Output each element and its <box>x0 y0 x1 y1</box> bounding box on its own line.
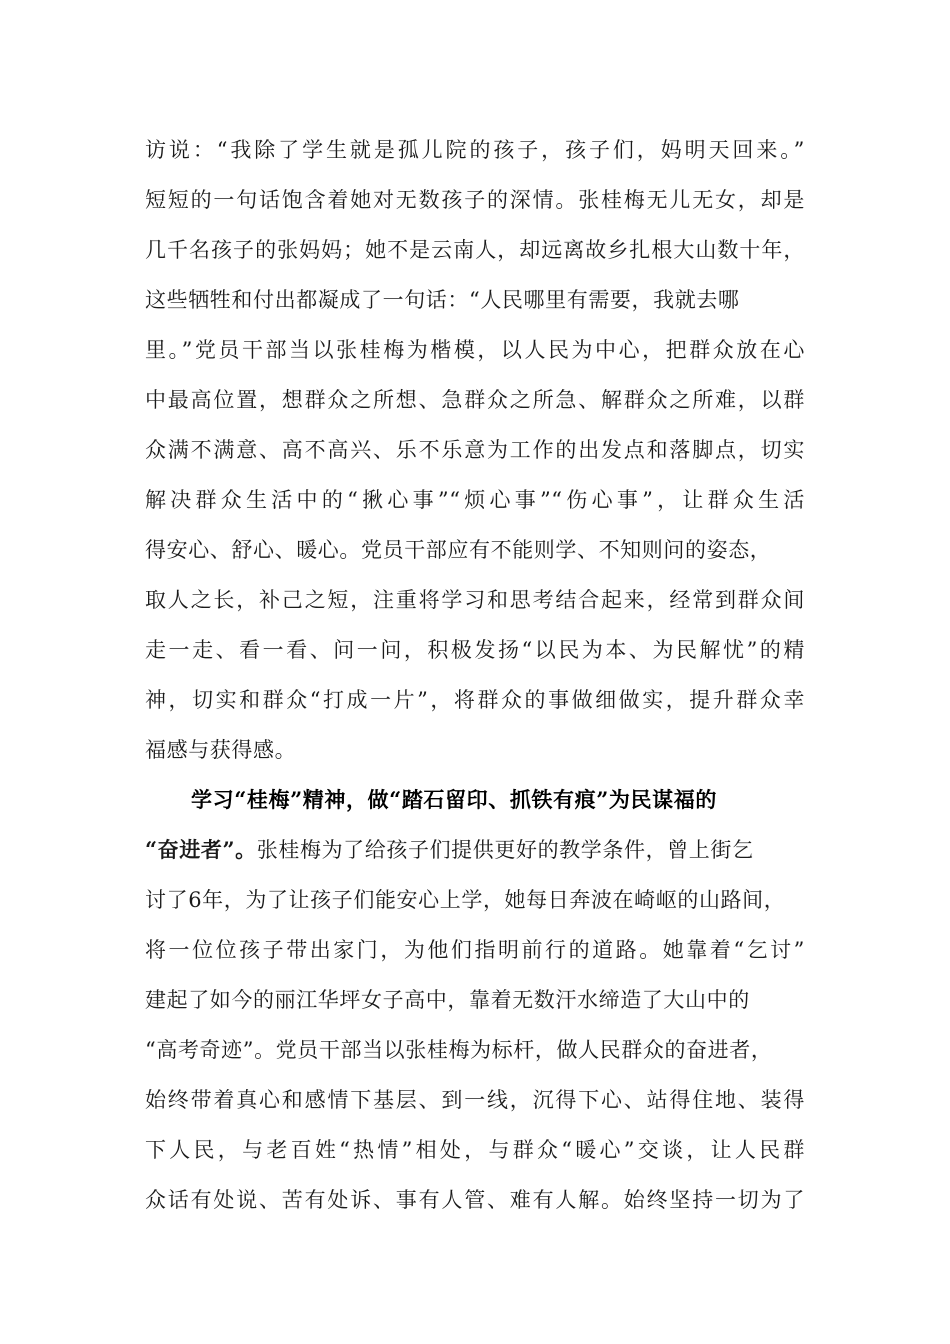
text-line: 短短的一句话饱含着她对无数孩子的深情。张桂梅无儿无女，却是 <box>145 188 805 212</box>
text-line: 里。”党员干部当以张桂梅为楷模，以人民为中心，把群众放在心 <box>145 338 805 362</box>
text-line: 取人之长，补己之短，注重将学习和思考结合起来，经常到群众间 <box>145 588 805 612</box>
text-line: 神，切实和群众“打成一片”，将群众的事做细做实，提升群众幸 <box>145 688 805 712</box>
body-text <box>145 125 805 1225</box>
text-line: 始终带着真心和感情下基层、到一线，沉得下心、站得住地、装得 <box>145 1088 805 1112</box>
text-line: 福感与获得感。 <box>145 738 297 762</box>
text-line: 将一位位孩子带出家门，为他们指明前行的道路。她靠着“乞讨” <box>145 938 805 962</box>
text-line: “高考奇迹”。党员干部当以张桂梅为标杆，做人民群众的奋进者， <box>145 1038 773 1062</box>
section-heading-continuation: “奋进者”。 <box>145 837 257 862</box>
text-line: 这些牺牲和付出都凝成了一句话：“人民哪里有需要，我就去哪 <box>145 288 740 312</box>
text-line: 得安心、舒心、暖心。党员干部应有不能则学、不知则问的姿态， <box>145 538 772 562</box>
section-heading: 学习“桂梅”精神，做“踏石留印、抓铁有痕”为民谋福的 <box>191 787 717 812</box>
text-line <box>145 825 805 875</box>
text-line: 建起了如今的丽江华坪女子高中，靠着无数汗水缔造了大山中的 <box>145 988 750 1012</box>
text-line: 访说：“我除了学生就是孤儿院的孩子，孩子们，妈明天回来。” <box>145 138 805 162</box>
text-line: 几千名孩子的张妈妈；她不是云南人，却远离故乡扎根大山数十年， <box>145 238 805 262</box>
text-line: 下人民，与老百姓“热情”相处，与群众“暖心”交谈，让人民群 <box>145 1138 805 1162</box>
text-line: 走一走、看一看、问一问，积极发扬“以民为本、为民解忧”的精 <box>145 638 805 662</box>
text-line-rest: 张桂梅为了给孩子们提供更好的教学条件，曾上街乞 <box>256 838 754 862</box>
text-line: 众满不满意、高不高兴、乐不乐意为工作的出发点和落脚点，切实 <box>145 438 805 462</box>
text-line: 讨了6年，为了让孩子们能安心上学，她每日奔波在崎岖的山路间， <box>145 888 786 912</box>
text-line: 解决群众生活中的“揪心事”“烦心事”“伤心事”，让群众生活 <box>145 488 805 512</box>
text-line: 中最高位置，想群众之所想、急群众之所急、解群众之所难，以群 <box>145 388 805 412</box>
text-line: 众话有处说、苦有处诉、事有人管、难有人解。始终坚持一切为了 <box>145 1188 805 1212</box>
